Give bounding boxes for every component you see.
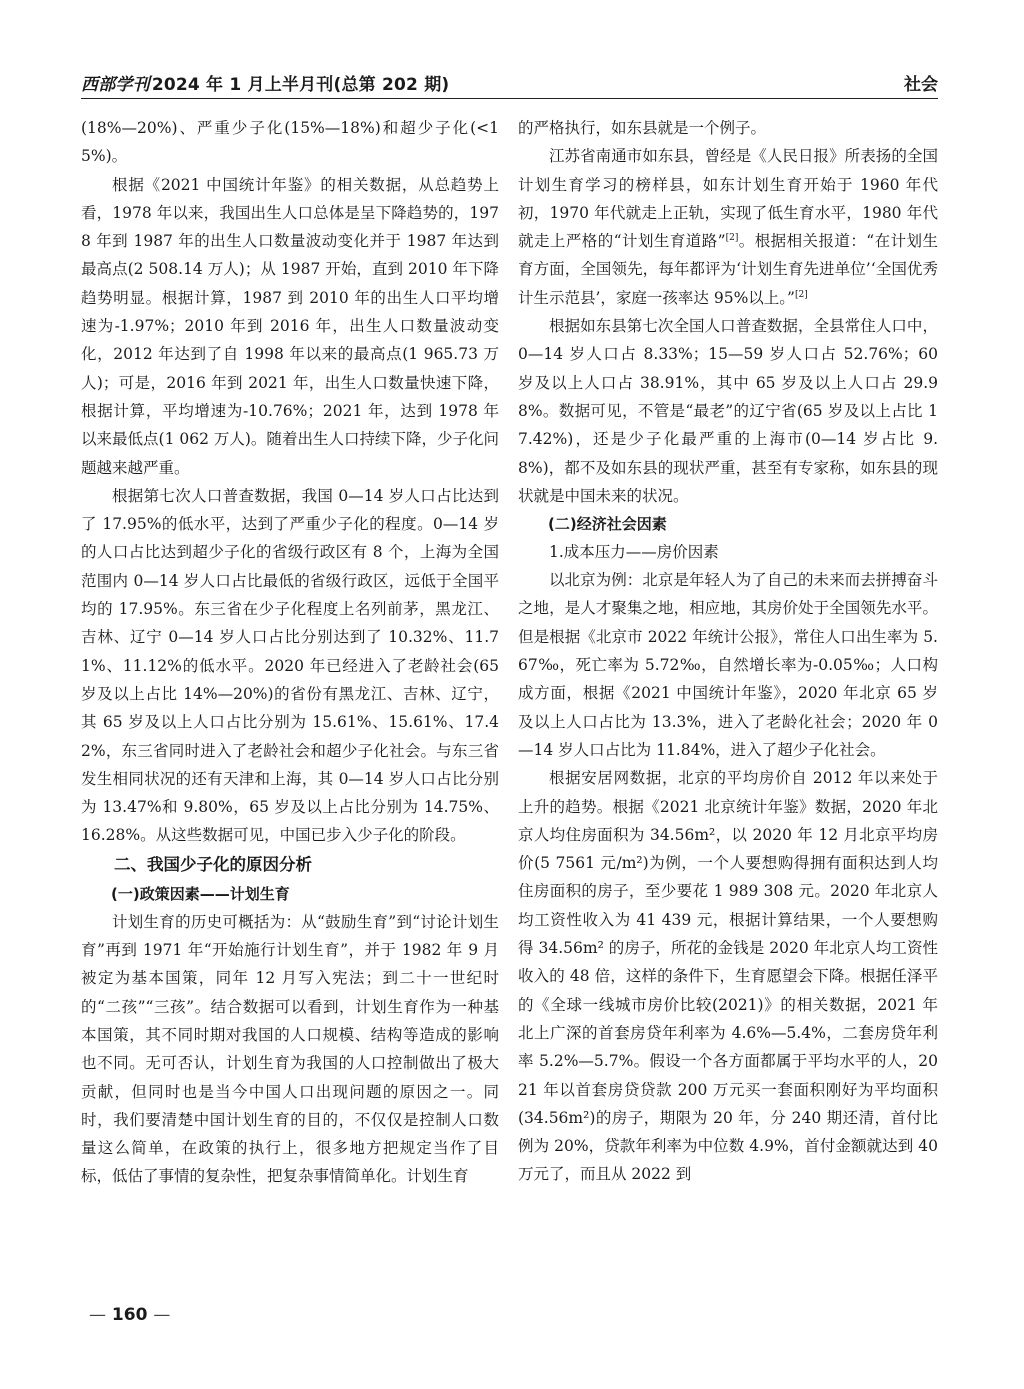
page-number-footer (89, 1305, 170, 1325)
citation-ref[interactable]: [2] (794, 289, 808, 300)
paragraph: 计划生育的历史可概括为：从“鼓励生育”到“讨论计划生育”再到 1971 年“开始施行计划生育”，并于 1982 年 9 月被定为基本国策，同年 12 月写入宪法；到二十一世纪时的“二孩”“三孩”。结合数据可以看到，计划生育作为一种基本国策，其不同时期对我国的人口规模、结构等造成的影响也不同。无可否认，计划生育为我国的人口控制做出了极大贡献，但同时也是当今中国人口出现问题的原因之一。同时，我们要清楚中国计划生育的目的，不仅仅是控制人口数量这么简单，在政策的执行上，很多地方把规定当作了目标，低估了事情的复杂性，把复杂事情简单化。计划生育 (81, 912, 499, 1186)
paragraph: 以北京为例：北京是年轻人为了自己的未来而去拼搏奋斗之地，是人才聚集之地，相应地，其房价处于全国领先水平。但是根据《北京市 2022 年统计公报》，常住人口出生率为 5.67‰，死亡率为 5.72‰，自然增长率为-0.05‰；人口构成方面，根据《2021 中国统计年鉴》，2020 年北京 65 岁及以上人口占比为 13.3%，进入了老龄化社会；2020 年 0—14 岁人口占比为 11.84%，进入了超少子化社会。 (518, 571, 938, 759)
sub-subsection-heading: 1.成本压力——房价因素 (549, 543, 719, 562)
subsection-heading: (一)政策因素——计划生育 (111, 884, 290, 903)
paragraph: 根据如东县第七次全国人口普查数据，全县常住人口中，0—14 岁人口占 8.33%；15—59 岁人口占 52.76%；60 岁及以上人口占 38.91%，其中 65 岁及以上人口占 29.98%。数据可见，不管是“最老”的辽宁省(65 岁及以上占比 17.42%)，还是少子化最严重的上海市(0—14 岁占比 9.8%)，都不及如东县的现状严重，甚至有专家称，如东县的现状就是中国未来的状况。 (518, 317, 938, 505)
citation-ref[interactable]: [2] (725, 233, 739, 244)
section-name: 社会 (904, 75, 938, 95)
journal-title (81, 70, 449, 95)
paragraph: (18%—20%)、严重少子化(15%—18%)和超少子化(<15%)。 (81, 119, 499, 166)
dash-left: — (89, 1305, 106, 1325)
journal-logo: 西部学刊 (81, 75, 150, 95)
dash-right: — (153, 1305, 171, 1325)
paragraph-text: 江苏省南通市如东县，曾经是《人民日报》所表扬的全国计划生育学习的榜样县，如东计划生育开始于 1960 年代初，1970 年代就走上正轨，实现了低生育水平，1980 年代就走上严格的“计划生育道路” (518, 147, 938, 251)
paragraph-text: 。根据相关报道：“在计划生育方面，全国领先，每年都评为‘计划生育先进单位’‘全国优秀计生示范县’，家庭一孩率达 95%以上。” (518, 232, 938, 307)
left-column (81, 114, 499, 1191)
section-heading: 二、我国少子化的原因分析 (114, 854, 312, 874)
paragraph: 根据《2021 中国统计年鉴》的相关数据，从总趋势上看，1978 年以来，我国出生人口总体是呈下降趋势的，1978 年到 1987 年的出生人口数量波动变化并于 1987 年达到最高点(2 508.14 万人)；从 1987 开始，直到 2010 年下降趋势明显。根据计算，1987 到 2010 年的出生人口平均增速为-1.97%；2010 年到 2016 年，出生人口数量波动变化，2012 年达到了自 1998 年以来的最高点(1 965.73 万人)；可是，2016 年到 2021 年，出生人口数量快速下降，根据计算，平均增速为-10.76%；2021 年，达到 1978 年以来最低点(1 062 万人)。随着出生人口持续下降，少子化问题越来越严重。 (81, 175, 499, 477)
paragraph: 根据安居网数据，北京的平均房价自 2012 年以来处于上升的趋势。根据《2021 北京统计年鉴》数据，2020 年北京人均住房面积为 34.56m²，以 2020 年 12 月北京平均房价(5 7561 元/m²)为例，一个人要想购得拥有面积达到人均住房面积的房子，至少要花 1 989 308 元。2020 年北京人均工资性收入为 41 439 元，根据计算结果，一个人要想购得 34.56m² 的房子，所花的金钱是 2020 年北京人均工资性收入的 48 倍，这样的条件下，生育愿望会下降。根据任泽平的《全球一线城市房价比较(2021)》的相关数据，2021 年北上广深的首套房贷年利率为 4.6%—5.4%，二套房贷年利率 5.2%—5.7%。假设一个各方面都属于平均水平的人，2021 年以首套房贷贷款 200 万元买一套面积刚好为平均面积(34.56m²)的房子，期限为 20 年，分 240 期还清，首付比例为 20%，贷款年利率为中位数 4.9%，首付金额就达到 40 万元了，而且从 2022 到 (518, 769, 938, 1184)
right-column (518, 114, 938, 1189)
paragraph: 根据第七次人口普查数据，我国 0—14 岁人口占比达到了 17.95%的低水平，达到了严重少子化的程度。0—14 岁的人口占比达到超少子化的省级行政区有 8 个，上海为全国范围内 0—14 岁人口占比最低的省级行政区，远低于全国平均的 17.95%。东三省在少子化程度上名列前茅，黑龙江、吉林、辽宁 0—14 岁人口占比分别达到了 10.32%、11.71%、11.12%的低水平。2020 年已经进入了老龄社会(65 岁及以上占比 14%—20%)的省份有黑龙江、吉林、辽宁，其 65 岁及以上人口占比分别为 15.61%、15.61%、17.42%，东三省同时进入了老龄社会和超少子化社会。与东三省发生相同状况的还有天津和上海，其 0—14 岁人口占比分别为 13.47%和 9.80%，65 岁及以上占比分别为 14.75%、16.28%。从这些数据可见，中国已步入少子化的阶段。 (81, 486, 499, 845)
paragraph: 的严格执行，如东县就是一个例子。 (518, 119, 767, 137)
issue-info: 2024 年 1 月上半月刊(总第 202 期) (151, 75, 450, 95)
page-number: 160 (111, 1305, 148, 1325)
paragraph (518, 142, 938, 312)
running-header (81, 64, 938, 99)
subsection-heading: (二)经济社会因素 (548, 515, 667, 534)
